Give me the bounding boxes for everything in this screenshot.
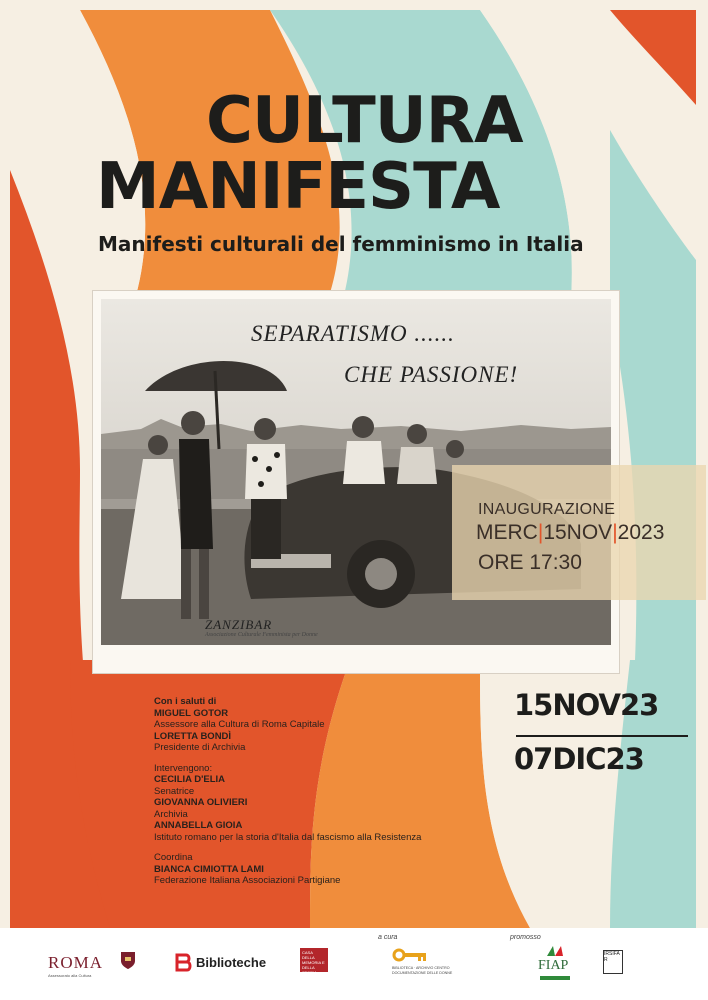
person-role: Archivia [154, 808, 188, 820]
inauguration-daymonth: 15NOV [543, 521, 613, 544]
roma-logo [48, 953, 103, 978]
fiap-flag-icon [545, 944, 569, 958]
inauguration-year: 2023 [617, 521, 665, 544]
title-line-2: MANIFESTA [96, 150, 500, 224]
person-role: Istituto romano per la storia d'Italia dal fascismo alla Resistenza [154, 831, 422, 843]
person-name: LORETTA BONDÌ [154, 730, 232, 742]
coordination-heading: Coordina [154, 852, 193, 863]
roma-logo-subtitle: Assessorato alla Cultura [48, 973, 92, 978]
person-name: ANNABELLA GIOIA [154, 820, 243, 831]
sponsor-footer [0, 928, 708, 1000]
speakers-section [154, 763, 421, 844]
speakers-heading: Intervengono: [154, 762, 213, 774]
roma-crest-icon [120, 950, 136, 970]
person-name: GIOVANNA OLIVIERI [154, 797, 248, 808]
date-divider [516, 735, 688, 737]
casa-memoria-logo: CASA DELLA MEMORIA E DELLA STORIA [300, 948, 328, 972]
biblioteche-icon [174, 953, 192, 973]
photo-publisher-subtitle: Associazione Culturale Femminista per Donne [205, 632, 318, 638]
fiap-logo-text: FIAP [538, 958, 569, 973]
title-line-1: CULTURA [206, 84, 523, 158]
person-role: Senatrice [154, 785, 195, 797]
date-separator: | [612, 521, 618, 544]
person-role: Federazione Italiana Associazioni Partigiane [154, 875, 341, 886]
inauguration-time: ORE 17:30 [478, 551, 582, 574]
photo-caption-line-1: SEPARATISMO ...... [251, 321, 455, 346]
person-name: CECILIA D'ELIA [154, 774, 226, 785]
a-cura-label: a cura [378, 934, 398, 941]
roma-logo-text: ROMA [48, 953, 104, 972]
start-date: 15NOV23 [514, 688, 659, 722]
inauguration-day: MERC [476, 521, 538, 544]
inauguration-date [476, 521, 664, 545]
end-date: 07DIC23 [514, 742, 644, 776]
irsifar-logo: IRSIFAR [603, 950, 623, 974]
person-role: Presidente di Archivia [154, 742, 246, 753]
archivia-logo-text: BIBLIOTECA · ARCHIVIO CENTRO DOCUMENTAZIONE DELLE DONNE [392, 966, 453, 975]
fiap-logo-bar [540, 976, 570, 980]
greetings-section [154, 696, 421, 754]
person-name: BIANCA CIMIOTTA LAMI [154, 863, 264, 875]
photo-caption-line-2: CHE PASSIONE! [344, 362, 519, 387]
program-info [154, 696, 421, 896]
biblioteche-logo-text: Biblioteche [196, 955, 267, 970]
poster-subtitle: Manifesti culturali del femminismo in Italia [98, 232, 584, 256]
person-role: Assessore alla Cultura di Roma Capitale [154, 719, 325, 730]
poster-artwork [10, 10, 696, 928]
photo-publisher: ZANZIBAR [205, 617, 273, 632]
inauguration-label: INAUGURAZIONE [478, 501, 616, 518]
archivia-key-icon [392, 948, 428, 962]
coordination-section [154, 852, 421, 887]
greetings-heading: Con i saluti di [154, 696, 217, 707]
person-name: MIGUEL GOTOR [154, 707, 229, 719]
inauguration-box [452, 465, 706, 600]
poster-title [96, 84, 656, 224]
promosso-label: promosso [510, 934, 541, 941]
date-separator: | [537, 521, 544, 544]
